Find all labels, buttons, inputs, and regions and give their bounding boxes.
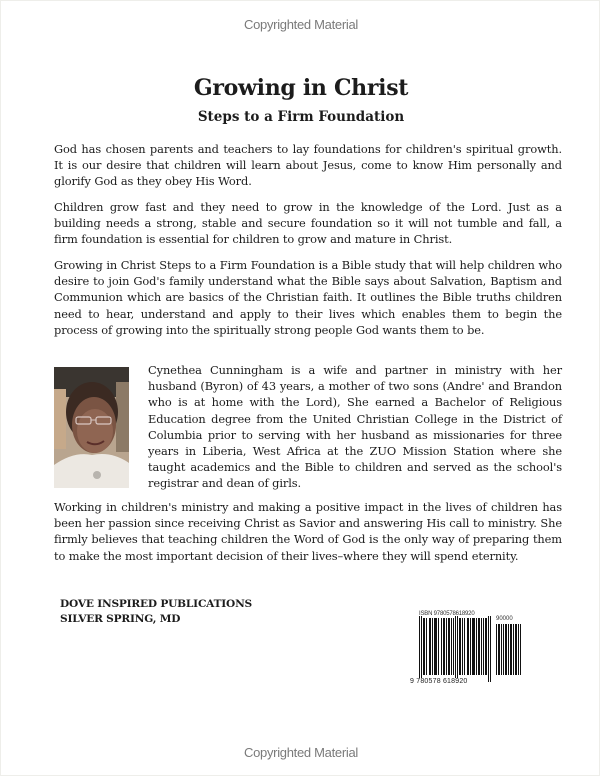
isbn-label: ISBN 9780578618920 xyxy=(419,611,475,617)
ministry-paragraph: Working in children's ministry and making a positive impact in the lives of children has been her passion since receiving Christ as Savior and answering His call to ministry. She firmly believes that teaching children the Word of God is the only way of preparing them to make the most important decision of their lives–where they will spend eternity. xyxy=(54,500,562,563)
copyright-watermark-bottom: Copyrighted Material xyxy=(244,745,358,760)
publisher-name: DOVE INSPIRED PUBLICATIONS xyxy=(60,598,253,610)
publisher-block xyxy=(60,597,252,627)
author-bio-paragraph: Cynethea Cunningham is a wife and partner in ministry with her husband (Byron) of 43 years, a mother of two sons (Andre' and Brandon who is at home with the Lord), She earned a Bachelor of Religious Education degree from the United Christian College in the District of Columbia prior to serving with her husband as missionaries for three years in Liberia, West Africa at the ZUO Mission Station where she taught academics and the Bible to children and served as the school's registrar and dean of girls. xyxy=(148,363,562,491)
foundation-paragraph: Children grow fast and they need to grow in the knowledge of the Lord. Just as a building needs a strong, stable and secure foundation so it will not tumble and fall, a firm foundation is essential for children to grow and mature in Christ. xyxy=(54,200,562,247)
book-subtitle: Steps to a Firm Foundation xyxy=(197,109,405,125)
copyright-watermark-top: Copyrighted Material xyxy=(244,17,358,32)
book-title: Growing in Christ xyxy=(193,75,409,101)
publisher-location: SILVER SPRING, MD xyxy=(60,613,181,625)
isbn-barcode xyxy=(410,611,530,691)
study-description-paragraph: Growing in Christ Steps to a Firm Foundation is a Bible study that will help children who desire to join God's family understand what the Bible says about Salvation, Baptism and Communion which are basics of the Christian faith. It outlines the Bible truths children need to hear, understand and apply to their lives which enables them to begin the process of growing into the spiritually strong people God wants them to be. xyxy=(54,258,562,337)
price-code: 90000 xyxy=(496,616,513,622)
author-photo xyxy=(54,367,129,488)
isbn-digits: 9 780578 618920 xyxy=(410,678,468,685)
intro-paragraph: God has chosen parents and teachers to lay foundations for children's spiritual growth. It is our desire that children will learn about Jesus, come to know Him personally and glorify God as they obey His Word. xyxy=(54,142,562,189)
author-portrait-icon xyxy=(54,367,129,488)
